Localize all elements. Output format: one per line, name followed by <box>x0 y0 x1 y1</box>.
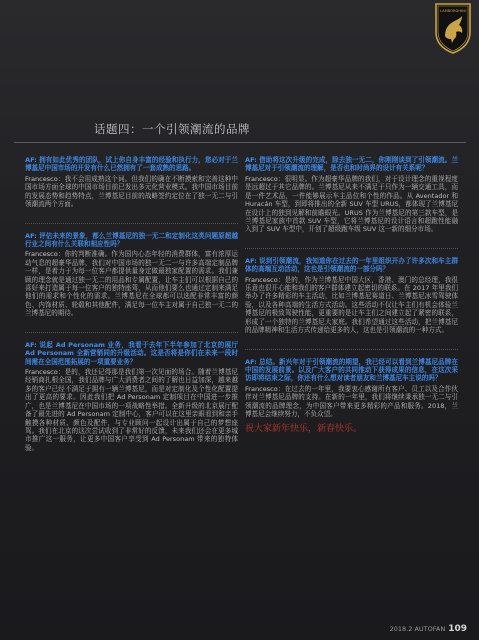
section-divider <box>25 223 238 224</box>
answer-text <box>25 368 238 452</box>
answer-speaker: Francesco： <box>245 275 285 284</box>
section-divider <box>25 332 238 333</box>
answer-speaker: Francesco： <box>25 174 65 183</box>
answer-text <box>245 276 458 335</box>
lamborghini-shield-icon <box>433 2 473 54</box>
answer-text <box>25 175 238 209</box>
left-column <box>25 156 238 466</box>
answer-speaker: Francesco： <box>245 384 285 393</box>
closing-greeting: 祝大家新年快乐，新春快乐。 <box>245 423 363 434</box>
question-text: AF: 拥有如此优秀的团队，试上你自身丰富的经验和执行力，您必对于兰博基尼中国市场的开发有什么已然拥有了一套成熟的思路。 <box>25 156 238 173</box>
answer-body: 是的，我还记得那是我们第一次见面的场合。随着兰博基尼经销商扎根全国，我们品牌与广大消费者之间的了解也日益加深，越来越多的客户已经不满足于拥有一辆兰博基尼，而是对定制化及个性化配置提出了更高的要求。因此我们把 Ad Personam 定制项目在中国进一步推广，也是兰博基尼在中国市场的一项战略性举措。全新升级的北京展厅配备了最先进的 Ad Personam 定制中心，客户可以在这里亲眼看到和亲手触摸各种材质、颜色及配件，与专业顾问一起设计出属于自己的梦想座驾。我们在北京的这次尝试收到了非常好的反馈，未来我们还会在更多城市推广这一服务，让更多中国客户享受到 Ad Personam 带来的独特体验。 <box>25 368 238 452</box>
lamborghini-logo <box>433 2 473 54</box>
right-column <box>245 156 458 433</box>
question-text: AF: 总结。新兴年对于引领潮流的期望，我已经可以看到兰博基尼品牌在中国的发展前景。以及广大客户的共同推动下获得成果的信息，在这次采访即将结束之际，你还有什么想对读者朋友和兰博基尼车主说的吗？ <box>245 357 458 383</box>
answer-body: 我不会用成熟这个词。但我们的确在不断摸索和完善这种中国市场方面全球的中国市场目前已发出多元化营业模式。我中国市场目前的发展态势和趋势特点，兰博基尼目前的战略签约定位在了独一无二与引领潮流两个方面。 <box>25 174 238 209</box>
page-number: 109 <box>448 624 467 634</box>
question-text: AF: 说到引领潮流，我知道你在过去的一年里组织开办了许多次和车主群体的高端互动活动，这也是引领潮流的一部分吗？ <box>245 256 458 274</box>
answer-body: 在过去的一年里，我要衷心感谢所有客户、员工以及合作伙伴对兰博基尼品牌的支持。在新的一年里，我们将继续秉承独一无二与引领潮流的品牌理念，为中国客户带来更多精彩的产品和服务。2018，兰博基尼会继续努力，不负众望。 <box>245 384 458 419</box>
page-footer <box>390 624 467 634</box>
article-title: 话题四：一个引领潮流的品牌 <box>94 122 250 136</box>
issue-label: 2018.2 AUTOFAN <box>389 625 446 633</box>
question-text: AF: 说起 Ad Personam 业务，我看于去年下半年参加了北京的展厅 Ad Personam 全新营销同的升级活动。这是否将是你们在未来一段时间需在全国范围拓展的一项重要业务？ <box>25 340 238 366</box>
answer-text <box>25 250 238 317</box>
section-divider <box>245 349 458 350</box>
answer-body: 你的判断准确。作为国内心态年轻的消费群体，富有浓厚运动气息的超豪华品牌，我们对中国市场的独一无二一与许多高端定制品牌一样，是着力于为每一位客户都提供量身定做最独家配置的需求。我们兼顾的理念就是通过独一无二的用品和专属配置，让车主们可以根据自己的喜好来打造属于每一位客户的独特座驾，从而他们要么也通过定制来满足他们的需求和个性化的需求。兰博基尼在全球都可以选配非常丰富的颜色、内饰材质、轮毂和其他配件，满足每一位车主对属于自己独一无二的兰博基尼的期待。 <box>25 250 238 318</box>
answer-body: 很明显。作为超豪华品牌的我们，对于设计理念的重视程度是远超过于其它品牌的。兰博基尼从来不满足于只作为一辆交通工具，而是一件艺术品，一件能够展示车主品位和个性的作品。从 Aventador 和 Huracán 车型，到即将推出的全新 SUV 车型 URUS，都体现了兰博基尼在设计上的独到见解和前瞻眼光。URUS 作为兰博基尼的第三款车型，是兰博基尼家族中首款 SUV 车型，它将兰博基尼的设计语言和超跑性能融入到了 SUV 车型中，开创了超级跑车级 SUV 这一新的细分市场。 <box>245 174 458 234</box>
answer-body: 是的，作为兰博基尼中国大区，香港、澳门的总经理，我很乐意也很开心能和我们的客户群体建立起密切的联系。在 2017 年里我们举办了许多精彩的车主活动，比如兰博基尼赛道日、兰博基尼冰雪驾驶体验，以及各种高端的生活方式活动。这些活动不仅让车主们有机会体验兰博基尼的极致驾驶性能，更重要的是让车主们之间建立起了紧密的联系，形成了一个独特的兰博基尼大家庭。我们希望通过这些活动，把兰博基尼的品牌精神和生活方式传递给更多的人，这也是引领潮流的一种方式。 <box>245 275 458 335</box>
question-text: AF: 评估未来的景象，都么兰博基尼的独一无二和定制化这类问题原超越行业之间有什么关联和相应性吗？ <box>25 231 238 248</box>
answer-speaker: Francesco： <box>245 174 285 183</box>
question-text: AF: 借助将这次升级的完成，除去独一无二，你刚刚谈到了引领潮流。兰博基尼对于引领潮流的理解，是否也和时尚界的设计有关系呢？ <box>245 156 458 173</box>
answer-text <box>245 175 458 234</box>
answer-speaker: Francesco： <box>25 250 65 259</box>
answer-text <box>245 385 458 419</box>
logo-text: LAMBORGHINI <box>440 9 466 13</box>
title-divider <box>14 142 466 143</box>
answer-speaker: Francesco： <box>25 368 65 377</box>
section-divider <box>245 248 458 249</box>
